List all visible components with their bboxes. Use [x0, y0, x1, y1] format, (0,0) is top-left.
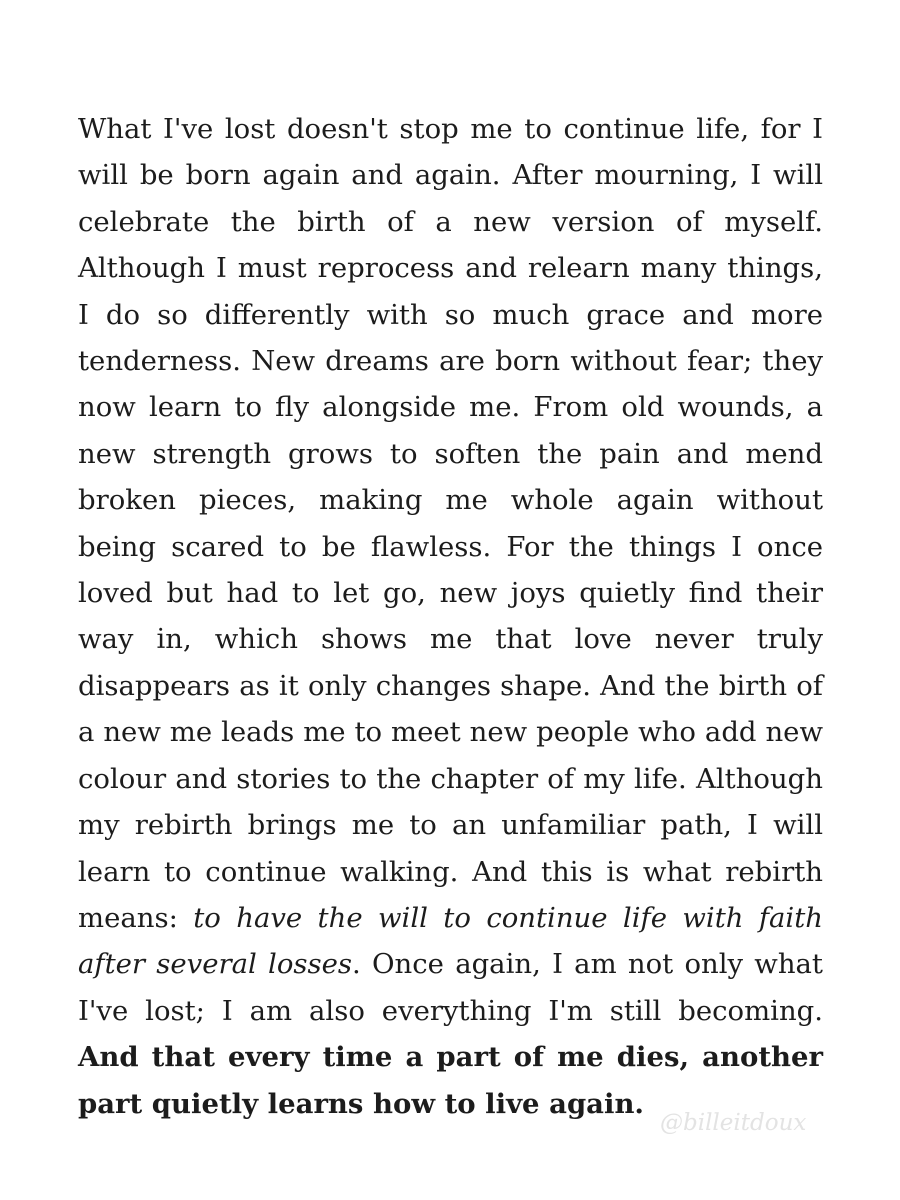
paragraph-text: What I've lost doesn't stop me to continue life, for I will be born again and again. After mourning, I will celebrate the birth of a new version of myself. Although I must reprocess and relearn many things, I do so differently with so much grace and more tenderness. New dreams are born without fear; they now learn to fly alongside me. From old wounds, a new strength grows to soften the pain and mend broken pieces, making me whole again without being scared to be flawless. For the things I once loved but had to let go, new joys quietly find their way in, which shows me that love never truly disappears as it only changes shape. And the birth of a new me leads me to meet new people who add new colour and stories to the chapter of my life. Although my rebirth brings me to an unfamiliar path, I will learn to continue walking. And this is what rebirth means:: [78, 113, 823, 934]
author-watermark: @billeitdoux: [660, 1110, 807, 1136]
paragraph-text-continued: . Once again, I am not only what I've lost; I am also everything I'm still becoming.: [78, 948, 823, 1027]
paragraph-italic-text: to have the will to continue life with faith after several losses: [78, 901, 823, 981]
paragraph: [78, 106, 823, 1127]
paragraph-bold-text: And that every time a part of me dies, another part quietly learns how to live again.: [78, 1041, 823, 1120]
document-body: [78, 106, 823, 1127]
